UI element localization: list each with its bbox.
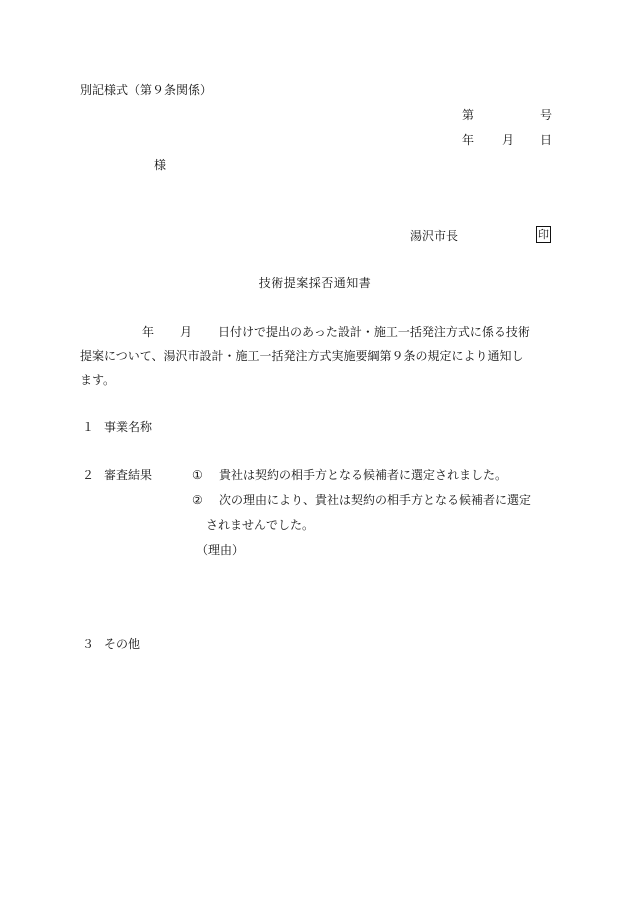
addressee-honorific: 様 <box>154 158 167 172</box>
reason-label: （理由） <box>196 543 245 557</box>
seal-stamp: 印 <box>538 228 549 241</box>
document-title: 技術提案採否通知書 <box>258 276 372 290</box>
body-year: 年 <box>142 325 155 339</box>
result-choice-1-marker: ① <box>192 468 203 482</box>
body-month: 月 <box>180 325 193 339</box>
issue-date-day: 日 <box>540 133 553 147</box>
body-line-1 <box>80 320 552 344</box>
result-choice-1-text: 貴社は契約の相手方となる候補者に選定されました。 <box>219 468 508 482</box>
result-choice-2-marker: ② <box>192 493 203 507</box>
document-number-suffix: 号 <box>540 108 553 122</box>
item-1-label: 事業名称 <box>104 420 153 434</box>
item-2-number: ２ <box>82 468 95 482</box>
form-label: 別記様式（第９条関係） <box>80 83 213 97</box>
body-paragraph <box>80 320 552 392</box>
item-2-label: 審査結果 <box>104 468 153 482</box>
body-line-1-text: 日付けで提出のあった設計・施工一括発注方式に係る技術 <box>218 325 530 339</box>
issue-date-year: 年 <box>462 133 475 147</box>
item-1-number: １ <box>82 420 95 434</box>
body-line-3: ます。 <box>80 373 116 387</box>
item-3-label: その他 <box>104 637 141 651</box>
result-choice-2-text-line-1: 次の理由により、貴社は契約の相手方となる候補者に選定 <box>219 493 532 507</box>
result-choice-2-text-line-2: されませんでした。 <box>206 518 315 532</box>
issue-date-month: 月 <box>502 133 515 147</box>
item-3-number: ３ <box>82 637 95 651</box>
sender-title: 湯沢市長 <box>410 229 459 243</box>
document-number-prefix: 第 <box>462 108 475 122</box>
body-line-2: 提案について、湯沢市設計・施工一括発注方式実施要綱第９条の規定により通知し <box>80 349 524 363</box>
